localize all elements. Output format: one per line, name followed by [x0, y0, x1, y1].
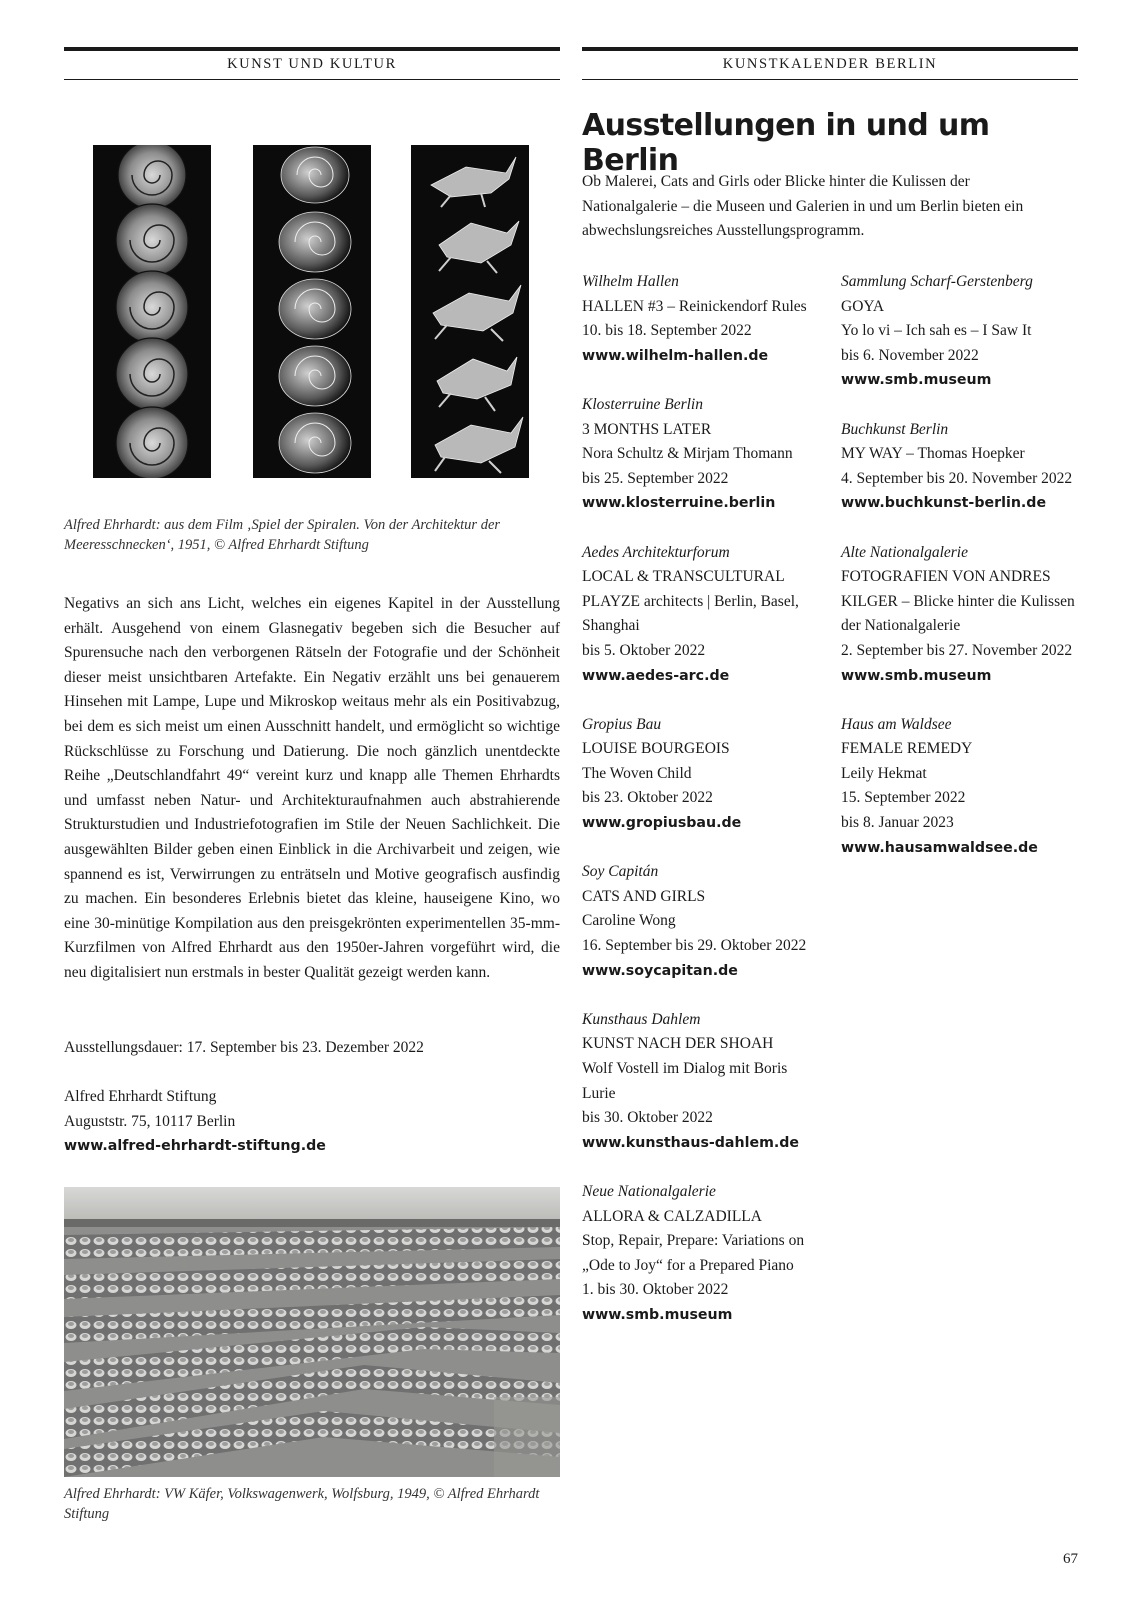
exhibition-detail-line: The Woven Child: [582, 764, 692, 782]
exhibition-detail-line: bis 23. Oktober 2022: [582, 789, 713, 807]
calendar-column-right: [841, 270, 1086, 885]
exhibition-venue: Neue Nationalgalerie: [582, 1182, 716, 1200]
exhibition-venue: Kunsthaus Dahlem: [582, 1010, 701, 1028]
exhibition-detail-line: Yo lo vi – Ich sah es – I Saw It: [841, 322, 1032, 340]
address-url-link[interactable]: www.alfred-ehrhardt-stiftung.de: [64, 1138, 326, 1155]
exhibition-detail-line: KILGER – Blicke hinter die Kulissen: [841, 592, 1075, 610]
exhibition-detail-line: „Ode to Joy“ for a Prepared Piano: [582, 1256, 794, 1274]
exhibition-detail-line: 2. September bis 27. November 2022: [841, 641, 1073, 659]
exhibition-detail-line: der Nationalgalerie: [841, 617, 961, 635]
figure-caption-vw: Alfred Ehrhardt: VW Käfer, Volkswagenwerk, Wolfsburg, 1949, © Alfred Ehrhardt Stiftung: [64, 1486, 540, 1522]
exhibition-detail-line: bis 8. Januar 2023: [841, 814, 954, 832]
exhibition-venue: Sammlung Scharf-Gerstenberg: [841, 273, 1033, 290]
exhibition-entry: [841, 270, 1086, 393]
exhibition-url-link[interactable]: www.wilhelm-hallen.de: [582, 347, 769, 364]
exhibition-entry: [582, 541, 832, 689]
exhibition-url-link[interactable]: www.aedes-arc.de: [582, 667, 730, 684]
exhibition-detail-line: 1. bis 30. Oktober 2022: [582, 1281, 729, 1299]
exhibition-detail-line: bis 30. Oktober 2022: [582, 1109, 713, 1127]
section-header-left: KUNST UND KULTUR: [64, 47, 560, 80]
exhibition-url-link[interactable]: www.smb.museum: [841, 667, 992, 684]
exhibition-entry: [841, 713, 1086, 861]
conch-strip: [411, 145, 529, 478]
exhibition-detail-line: Wolf Vostell im Dialog mit Boris: [582, 1060, 788, 1077]
exhibition-entry: [582, 1008, 832, 1156]
exhibition-url-link[interactable]: www.kunsthaus-dahlem.de: [582, 1134, 800, 1151]
exhibition-venue: Aedes Architekturforum: [582, 543, 730, 561]
exhibition-detail-line: Leily Hekmat: [841, 764, 927, 782]
exhibition-detail-line: MY WAY – Thomas Hoepker: [841, 445, 1025, 463]
exhibition-detail-line: FEMALE REMEDY: [841, 740, 973, 758]
exhibition-url-link[interactable]: www.gropiusbau.de: [582, 815, 742, 832]
exhibition-url-link[interactable]: www.soycapitan.de: [582, 962, 738, 979]
calendar-column-left: [582, 270, 832, 1352]
section-header-right: KUNSTKALENDER BERLIN: [582, 47, 1078, 80]
exhibition-detail-line: bis 25. September 2022: [582, 469, 729, 487]
exhibition-detail-line: HALLEN #3 – Reinickendorf Rules: [582, 297, 807, 315]
exhibition-venue: Klosterruine Berlin: [582, 395, 703, 413]
ammonite-strip: [93, 145, 211, 478]
exhibition-venue: Soy Capitán: [582, 863, 659, 881]
exhibition-detail-line: 4. September bis 20. November 2022: [841, 469, 1073, 487]
address-street: Auguststr. 75, 10117 Berlin: [64, 1112, 236, 1130]
exhibition-entry: [841, 418, 1086, 516]
exhibition-detail-line: 16. September bis 29. Oktober 2022: [582, 937, 807, 955]
exhibition-detail-line: 15. September 2022: [841, 789, 966, 807]
exhibition-entry: [582, 393, 832, 516]
exhibition-venue: Alte Nationalgalerie: [841, 543, 968, 561]
exhibition-url-link[interactable]: www.hausamwaldsee.de: [841, 839, 1038, 856]
exhibition-detail-line: KUNST NACH DER SHOAH: [582, 1035, 774, 1053]
page-number: 67: [1063, 1551, 1078, 1567]
exhibition-detail-line: LOUISE BOURGEOIS: [582, 740, 730, 758]
exhibition-entry: [582, 1180, 832, 1328]
exhibition-url-link[interactable]: www.buchkunst-berlin.de: [841, 495, 1047, 512]
exhibition-entry: [582, 860, 832, 983]
exhibition-duration: Ausstellungsdauer: 17. September bis 23. Dezember 2022: [64, 1039, 424, 1056]
exhibition-venue: Wilhelm Hallen: [582, 273, 679, 290]
exhibition-detail-line: bis 5. Oktober 2022: [582, 641, 706, 659]
exhibition-entry: [841, 541, 1086, 689]
figure-caption-spirals: Alfred Ehrhardt: aus dem Film ‚Spiel der Spiralen. Von der Architektur der Meeresschnecken‘, 1951, © Alfred Ehrhardt Stiftung: [64, 517, 501, 553]
exhibition-detail-line: PLAYZE architects | Berlin, Basel,: [582, 592, 799, 610]
exhibition-detail-line: Shanghai: [582, 617, 640, 635]
exhibition-url-link[interactable]: www.smb.museum: [582, 1306, 733, 1323]
exhibition-url-link[interactable]: www.smb.museum: [841, 372, 992, 389]
exhibition-detail-line: CATS AND GIRLS: [582, 887, 706, 905]
exhibition-detail-line: Stop, Repair, Prepare: Variations on: [582, 1232, 805, 1250]
page-title: Ausstellungen in und um Berlin: [582, 108, 990, 178]
exhibition-detail-line: 10. bis 18. September 2022: [582, 322, 752, 340]
nautilus-strip: [253, 145, 371, 478]
exhibition-venue: Gropius Bau: [582, 715, 662, 733]
article-body: [64, 592, 560, 986]
exhibition-detail-line: Lurie: [582, 1084, 616, 1102]
exhibition-detail-line: Caroline Wong: [582, 912, 676, 930]
exhibition-entry: [582, 270, 832, 368]
exhibition-detail-line: GOYA: [841, 297, 885, 315]
article-paragraph: Negativs an sich ans Licht, welches ein eigenes Kapitel in der Ausstellung erhält. Ausgehend von einem Glasnegativ begeben sich die Besucher auf Spurensuche nach den verborgenen Rätseln der Fotografie und der Schönheit dieser meist unsichtbaren Artefakte. Ein Negativ erzählt uns bei genauerem Hinsehen mit Lampe, Lupe und Mikroskop weitaus mehr als ein Positivabzug, bei dem es sich meist um einen Ausschnitt handelt, und ermöglicht so wichtige Rückschlüsse zu Forschung und Datierung. Die noch gänzlich unentdeckte Reihe „Deutschlandfahrt 49“ vereint kurz und knapp alle Themen Ehrhardts und umfasst neben Natur- und Architekturaufnahmen auch abstrahierende Strukturstudien und Industriefotografien im Stile der Neuen Sachlichkeit. Die ausgewählten Bilder geben einen Einblick in die Archivarbeit und zeigen, wie spannend es ist, Verwirrungen zu enträtseln und Motive geografisch ausfindig zu machen. Ein besonderes Erlebnis bietet das kleine, hauseigene Kino, wo eine 30-minütige Kompilation aus den preisgekrönten experimentellen 35-mm-Kurzfilmen von Alfred Ehrhardt aus den 1950er-Jahren vorgeführt wird, die neu digitalisiert nun erstmals in bester Qualität gezeigt werden kann.: [64, 595, 560, 981]
vw-beetle-parking-photo: [64, 1187, 560, 1477]
exhibition-url-link[interactable]: www.klosterruine.berlin: [582, 495, 776, 512]
exhibition-entry: [582, 713, 832, 836]
exhibition-detail-line: Nora Schultz & Mirjam Thomann: [582, 445, 793, 463]
address-block: [64, 1085, 326, 1159]
exhibition-detail-line: 3 MONTHS LATER: [582, 420, 712, 438]
exhibition-venue: Haus am Waldsee: [841, 715, 952, 733]
exhibition-detail-line: bis 6. November 2022: [841, 346, 979, 364]
calendar-intro: Ob Malerei, Cats and Girls oder Blicke hinter die Kulissen der Nationalgalerie – die Museen und Galerien in und um Berlin bieten ein abwechslungsreiches Ausstellungsprogramm.: [582, 173, 1024, 240]
exhibition-detail-line: LOCAL & TRANSCULTURAL: [582, 568, 785, 586]
exhibition-venue: Buchkunst Berlin: [841, 420, 949, 438]
address-name: Alfred Ehrhardt Stiftung: [64, 1088, 217, 1105]
exhibition-detail-line: FOTOGRAFIEN VON ANDRES: [841, 568, 1051, 586]
exhibition-detail-line: ALLORA & CALZADILLA: [582, 1207, 762, 1225]
